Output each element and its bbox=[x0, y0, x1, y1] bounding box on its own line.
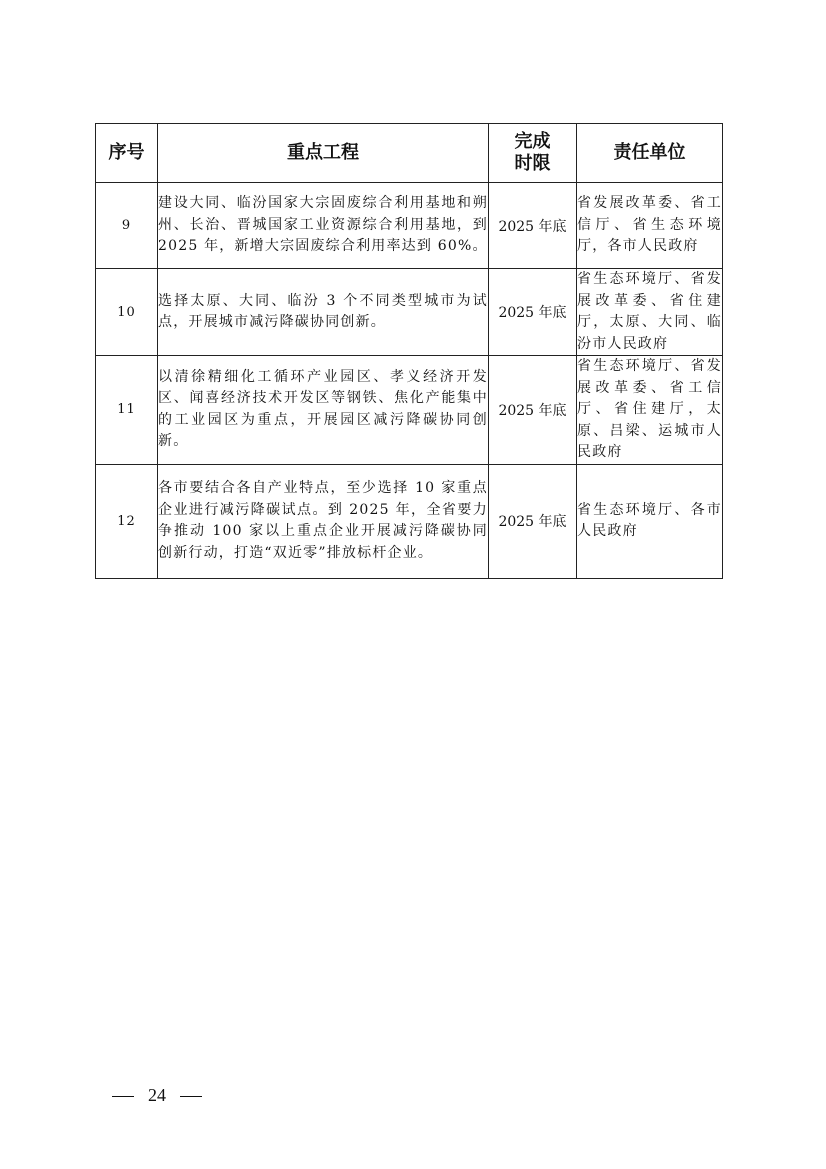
page-number: 24 bbox=[148, 1085, 166, 1105]
row-deadline: 2025 年底 bbox=[489, 464, 577, 578]
row-deadline: 2025 年底 bbox=[489, 269, 577, 356]
table-header-row bbox=[96, 124, 723, 183]
row-deadline: 2025 年底 bbox=[489, 356, 577, 465]
table-row bbox=[96, 183, 723, 269]
row-project: 建设大同、临汾国家大宗固废综合利用基地和朔州、长治、晋城国家工业资源综合利用基地，到 2025 年，新增大宗固废综合利用率达到 60%。 bbox=[158, 183, 489, 269]
row-seq: 10 bbox=[96, 269, 158, 356]
header-seq: 序号 bbox=[96, 124, 158, 183]
header-unit: 责任单位 bbox=[577, 124, 723, 183]
header-deadline-line2: 时限 bbox=[514, 153, 551, 174]
row-project: 以清徐精细化工循环产业园区、孝义经济开发区、闻喜经济技术开发区等钢铁、焦化产能集中的工业园区为重点，开展园区减污降碳协同创新。 bbox=[158, 356, 489, 465]
page-footer bbox=[112, 1085, 202, 1106]
table-row bbox=[96, 464, 723, 578]
header-deadline-line1: 完成 bbox=[514, 131, 551, 152]
row-unit: 省发展改革委、省工信厅、省生态环境厅，各市人民政府 bbox=[577, 183, 723, 269]
footer-dash-right bbox=[180, 1096, 202, 1097]
key-projects-table bbox=[95, 123, 723, 579]
row-unit: 省生态环境厅、省发展改革委、省工信厅、省住建厅，太原、吕梁、运城市人民政府 bbox=[577, 356, 723, 465]
header-project: 重点工程 bbox=[158, 124, 489, 183]
footer-dash-left bbox=[112, 1096, 134, 1097]
row-seq: 12 bbox=[96, 464, 158, 578]
row-unit: 省生态环境厅、各市人民政府 bbox=[577, 464, 723, 578]
table-row bbox=[96, 356, 723, 465]
row-seq: 11 bbox=[96, 356, 158, 465]
row-project: 选择太原、大同、临汾 3 个不同类型城市为试点，开展城市减污降碳协同创新。 bbox=[158, 269, 489, 356]
row-deadline: 2025 年底 bbox=[489, 183, 577, 269]
row-seq: 9 bbox=[96, 183, 158, 269]
row-unit: 省生态环境厅、省发展改革委、省住建厅，太原、大同、临汾市人民政府 bbox=[577, 269, 723, 356]
row-project: 各市要结合各自产业特点，至少选择 10 家重点企业进行减污降碳试点。到 2025 年，全省要力争推动 100 家以上重点企业开展减污降碳协同创新行动，打造“双近零”排放标杆企业。 bbox=[158, 464, 489, 578]
header-deadline bbox=[489, 124, 577, 183]
table-row bbox=[96, 269, 723, 356]
